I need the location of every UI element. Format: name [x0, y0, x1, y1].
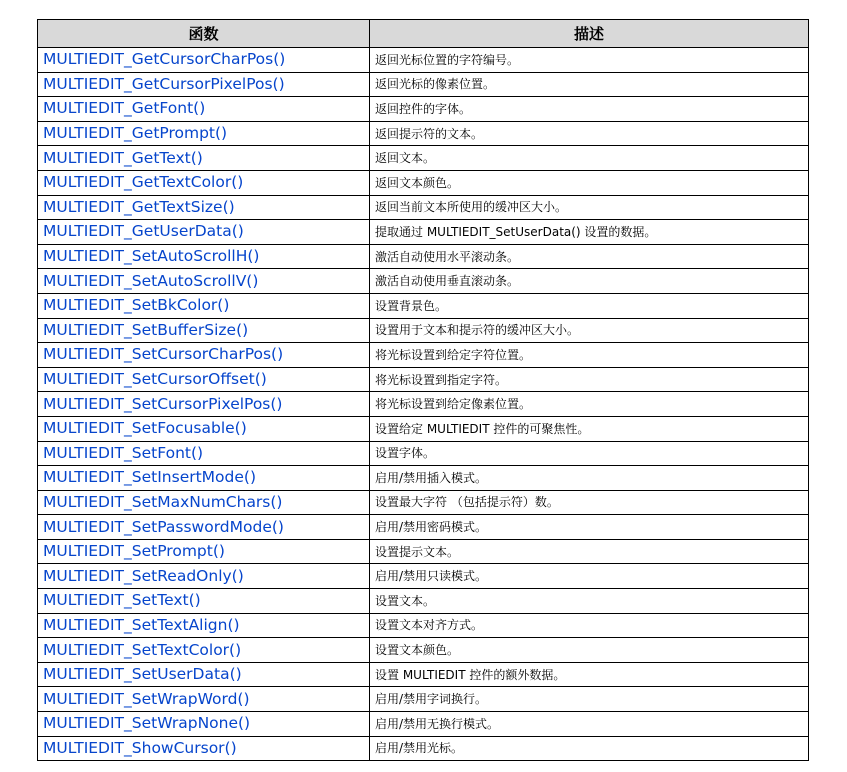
- function-link[interactable]: MULTIEDIT_GetUserData(): [43, 222, 244, 241]
- table-row: [38, 662, 809, 687]
- description-cell: [370, 343, 809, 368]
- function-cell: [38, 736, 370, 761]
- table-row: [38, 343, 809, 368]
- table-row: [38, 490, 809, 515]
- table-row: [38, 466, 809, 491]
- table-row: [38, 121, 809, 146]
- function-link[interactable]: MULTIEDIT_SetInsertMode(): [43, 468, 257, 487]
- function-link[interactable]: MULTIEDIT_SetBufferSize(): [43, 320, 249, 339]
- description-text: 返回光标位置的字符编号。: [375, 52, 520, 67]
- table-row: [38, 392, 809, 417]
- description-text: 设置字体。: [375, 446, 436, 461]
- function-link[interactable]: MULTIEDIT_SetAutoScrollV(): [43, 271, 259, 290]
- table-header: [38, 20, 809, 48]
- function-cell: [38, 515, 370, 540]
- function-link[interactable]: MULTIEDIT_GetTextSize(): [43, 197, 235, 216]
- table-row: [38, 293, 809, 318]
- function-cell: [38, 662, 370, 687]
- header-row: [38, 20, 809, 48]
- function-link[interactable]: MULTIEDIT_SetUserData(): [43, 665, 242, 684]
- description-cell: [370, 72, 809, 97]
- description-cell: [370, 195, 809, 220]
- description-cell: [370, 564, 809, 589]
- description-text: 设置文本对齐方式。: [375, 618, 484, 633]
- description-text: 设置给定 MULTIEDIT 控件的可聚焦性。: [375, 421, 590, 436]
- description-cell: [370, 515, 809, 540]
- function-cell: [38, 589, 370, 614]
- function-link[interactable]: MULTIEDIT_SetReadOnly(): [43, 566, 244, 585]
- function-cell: [38, 97, 370, 122]
- function-cell: [38, 638, 370, 663]
- description-cell: [370, 539, 809, 564]
- function-cell: [38, 712, 370, 737]
- description-text: 返回控件的字体。: [375, 101, 472, 116]
- table-row: [38, 687, 809, 712]
- table-row: [38, 539, 809, 564]
- function-cell: [38, 48, 370, 73]
- function-cell: [38, 539, 370, 564]
- description-cell: [370, 392, 809, 417]
- description-text: 启用/禁用只读模式。: [375, 569, 488, 584]
- description-text: 启用/禁用字词换行。: [375, 692, 488, 707]
- description-text: 返回光标的像素位置。: [375, 77, 496, 92]
- table-row: [38, 318, 809, 343]
- function-link[interactable]: MULTIEDIT_SetTextAlign(): [43, 615, 240, 634]
- function-cell: [38, 269, 370, 294]
- description-text: 设置背景色。: [375, 298, 448, 313]
- function-cell: [38, 170, 370, 195]
- function-cell: [38, 392, 370, 417]
- function-link[interactable]: MULTIEDIT_GetPrompt(): [43, 124, 228, 143]
- function-cell: [38, 687, 370, 712]
- description-text: 启用/禁用密码模式。: [375, 520, 488, 535]
- description-text: 返回当前文本所使用的缓冲区大小。: [375, 200, 568, 215]
- function-link[interactable]: MULTIEDIT_GetText(): [43, 148, 203, 167]
- header-description: 描述: [370, 20, 809, 48]
- description-cell: [370, 269, 809, 294]
- function-cell: [38, 121, 370, 146]
- description-text: 设置提示文本。: [375, 544, 460, 559]
- function-cell: [38, 613, 370, 638]
- function-cell: [38, 367, 370, 392]
- function-link[interactable]: MULTIEDIT_SetAutoScrollH(): [43, 247, 260, 266]
- function-cell: [38, 72, 370, 97]
- table-row: [38, 97, 809, 122]
- description-cell: [370, 48, 809, 73]
- table-row: [38, 195, 809, 220]
- description-cell: [370, 687, 809, 712]
- description-cell: [370, 97, 809, 122]
- description-text: 启用/禁用插入模式。: [375, 470, 488, 485]
- description-cell: [370, 293, 809, 318]
- table-row: [38, 638, 809, 663]
- description-text: 返回提示符的文本。: [375, 126, 484, 141]
- description-cell: [370, 638, 809, 663]
- function-link[interactable]: MULTIEDIT_ShowCursor(): [43, 738, 237, 757]
- description-text: 将光标设置到给定像素位置。: [375, 397, 532, 412]
- description-cell: [370, 170, 809, 195]
- description-text: 返回文本。: [375, 151, 436, 166]
- function-link[interactable]: MULTIEDIT_SetCursorOffset(): [43, 370, 267, 389]
- description-text: 设置最大字符 （包括提示符）数。: [375, 495, 559, 510]
- table-row: [38, 220, 809, 245]
- function-link[interactable]: MULTIEDIT_SetCursorCharPos(): [43, 345, 284, 364]
- function-link[interactable]: MULTIEDIT_GetCursorCharPos(): [43, 50, 286, 69]
- description-cell: [370, 589, 809, 614]
- table-row: [38, 441, 809, 466]
- description-cell: [370, 318, 809, 343]
- function-link[interactable]: MULTIEDIT_SetMaxNumChars(): [43, 492, 283, 511]
- description-text: 提取通过 MULTIEDIT_SetUserData() 设置的数据。: [375, 224, 657, 239]
- description-text: 将光标设置到指定字符。: [375, 372, 508, 387]
- description-text: 将光标设置到给定字符位置。: [375, 347, 532, 362]
- function-link[interactable]: MULTIEDIT_SetCursorPixelPos(): [43, 394, 283, 413]
- table-row: [38, 736, 809, 761]
- table-row: [38, 515, 809, 540]
- description-text: 设置 MULTIEDIT 控件的额外数据。: [375, 667, 566, 682]
- description-cell: [370, 466, 809, 491]
- function-cell: [38, 466, 370, 491]
- function-link[interactable]: MULTIEDIT_SetWrapNone(): [43, 714, 251, 733]
- function-link[interactable]: MULTIEDIT_SetFocusable(): [43, 419, 247, 438]
- description-cell: [370, 146, 809, 171]
- api-function-table: [37, 19, 809, 761]
- function-link[interactable]: MULTIEDIT_SetPrompt(): [43, 542, 225, 561]
- function-cell: [38, 318, 370, 343]
- function-cell: [38, 293, 370, 318]
- function-link[interactable]: MULTIEDIT_SetTextColor(): [43, 640, 242, 659]
- header-function: 函数: [38, 20, 370, 48]
- description-cell: [370, 662, 809, 687]
- description-text: 启用/禁用光标。: [375, 741, 464, 756]
- function-cell: [38, 195, 370, 220]
- function-link[interactable]: MULTIEDIT_GetTextColor(): [43, 173, 244, 192]
- function-link[interactable]: MULTIEDIT_SetBkColor(): [43, 296, 230, 315]
- function-link[interactable]: MULTIEDIT_GetCursorPixelPos(): [43, 74, 285, 93]
- description-text: 激活自动使用水平滚动条。: [375, 249, 520, 264]
- table-row: [38, 712, 809, 737]
- table-row: [38, 170, 809, 195]
- function-cell: [38, 220, 370, 245]
- description-text: 设置文本。: [375, 593, 436, 608]
- function-cell: [38, 343, 370, 368]
- description-cell: [370, 367, 809, 392]
- description-cell: [370, 220, 809, 245]
- table-row: [38, 416, 809, 441]
- function-cell: [38, 441, 370, 466]
- table-row: [38, 367, 809, 392]
- function-link[interactable]: MULTIEDIT_GetFont(): [43, 99, 206, 118]
- function-cell: [38, 244, 370, 269]
- table-row: [38, 589, 809, 614]
- function-cell: [38, 564, 370, 589]
- description-cell: [370, 244, 809, 269]
- table-row: [38, 613, 809, 638]
- function-cell: [38, 490, 370, 515]
- description-text: 设置文本颜色。: [375, 643, 460, 658]
- table-row: [38, 48, 809, 73]
- function-link[interactable]: MULTIEDIT_SetFont(): [43, 443, 204, 462]
- function-cell: [38, 416, 370, 441]
- description-cell: [370, 613, 809, 638]
- description-cell: [370, 416, 809, 441]
- description-cell: [370, 441, 809, 466]
- description-text: 返回文本颜色。: [375, 175, 460, 190]
- description-cell: [370, 490, 809, 515]
- function-cell: [38, 146, 370, 171]
- function-link[interactable]: MULTIEDIT_SetText(): [43, 591, 201, 610]
- function-link[interactable]: MULTIEDIT_SetPasswordMode(): [43, 517, 284, 536]
- description-text: 设置用于文本和提示符的缓冲区大小。: [375, 323, 580, 338]
- table-body: [38, 48, 809, 761]
- table-row: [38, 564, 809, 589]
- function-link[interactable]: MULTIEDIT_SetWrapWord(): [43, 689, 250, 708]
- description-text: 激活自动使用垂直滚动条。: [375, 274, 520, 289]
- description-cell: [370, 121, 809, 146]
- table-row: [38, 269, 809, 294]
- description-cell: [370, 712, 809, 737]
- description-text: 启用/禁用无换行模式。: [375, 716, 500, 731]
- description-cell: [370, 736, 809, 761]
- table-row: [38, 244, 809, 269]
- table-row: [38, 72, 809, 97]
- table-row: [38, 146, 809, 171]
